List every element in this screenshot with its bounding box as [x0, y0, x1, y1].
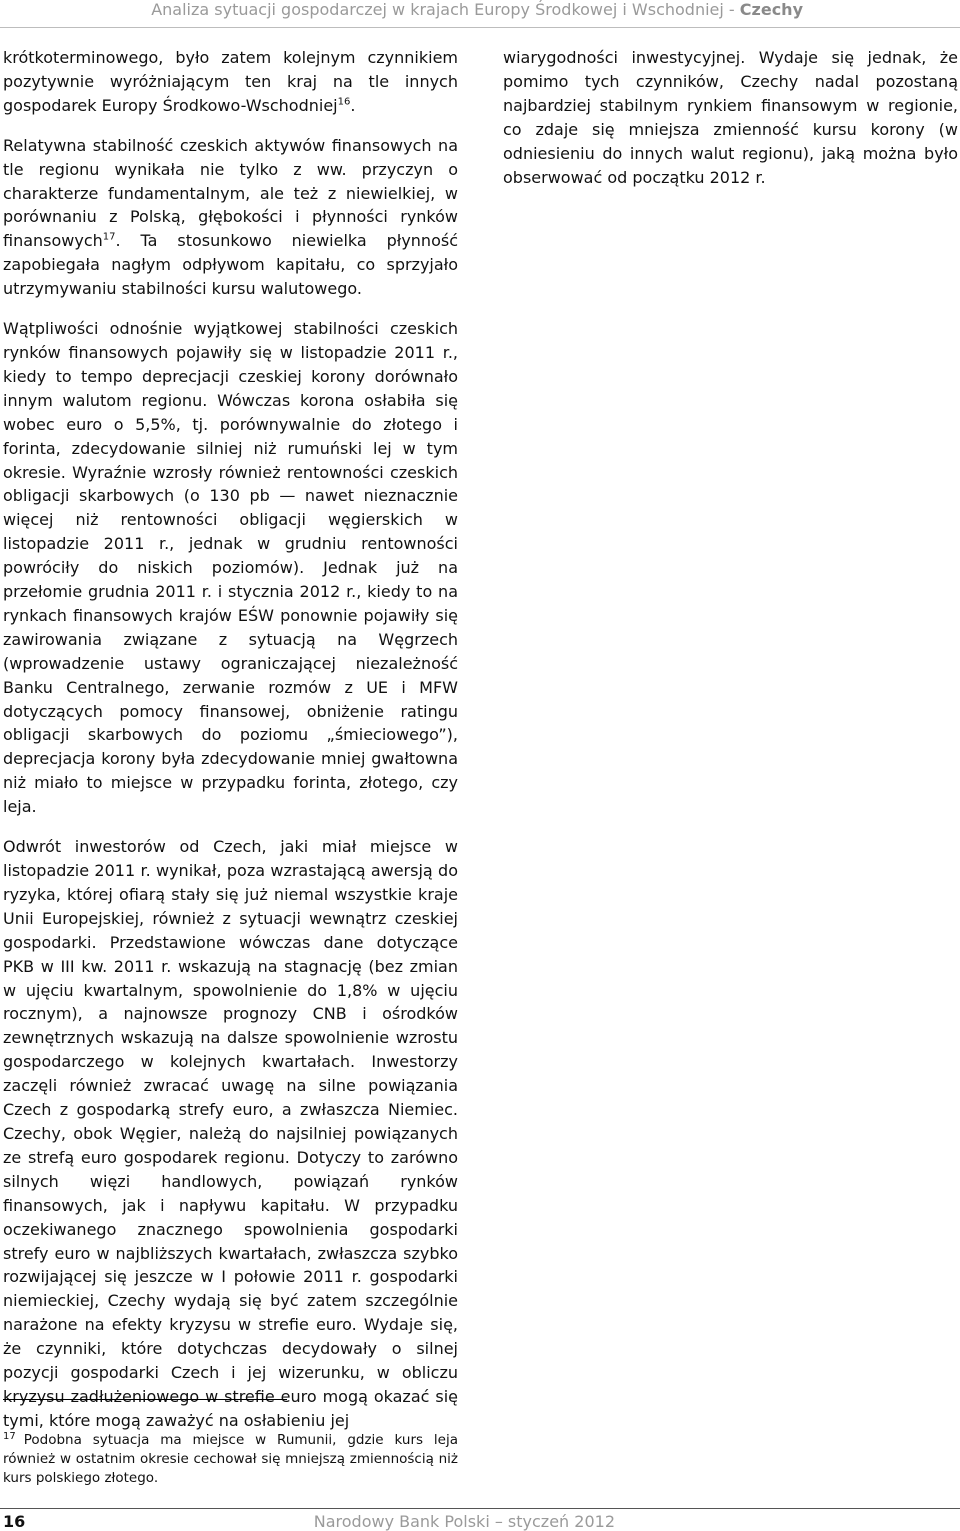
paragraph-1-end: .: [350, 95, 356, 115]
right-column: [503, 46, 958, 205]
paragraph-2-text-b: . Ta stosunkowo niewielka płynność zapobiegała nagłym odpływom kapitału, co sprzyjało utrzymywaniu stabilności kursu walutowego.: [3, 231, 458, 299]
paragraph-4: Odwrót inwestorów od Czech, jaki miał miejsce w listopadzie 2011 r. wynikał, poza wzrastającą awersją do ryzyka, której ofiarą stały się już niemal wszystkie kraje Unii Europejskiej, również z sytuacji wewnątrz czeskiej gospodarki. Przedstawione wówczas dane dotyczące PKB w III kw. 2011 r. wskazują na stagnację (bez zmian w ujęciu kwartalnym, spowolnienie do 1,8% w ujęciu rocznym), a najnowsze prognozy CNB i ośrodków zewnętrznych wskazują na dalsze spowolnienie wzrostu gospodarczego w kolejnych kwartałach. Inwestorzy zaczęli również zwracać uwagę na silne powiązania Czech z gospodarką strefy euro, a zwłaszcza Niemiec. Czechy, obok Węgier, należą do najsilniej powiązanych ze strefą euro gospodarek regionu. Dotyczy to zarówno silnych więzi handlowych, powiązań rynków finansowych, jak i napływu kapitału. W przypadku oczekiwanego znacznego spowolnienia gospodarki strefy euro w najbliższych kwartałach, zwłaszcza szybko rozwijającej się jeszcze w I połowie 2011 r. gospodarki niemieckiej, Czechy wydają się być zatem szczególnie narażone na efekty kryzysu w strefie euro. Wydaje się, że czynniki, które dotychczas decydowały o silnej pozycji gospodarki Czech i jej wizerunku, w obliczu kryzysu zadłużeniowego w strefie euro mogą okazać się tymi, które mogą zaważyć na osłabieniu jej: [3, 837, 458, 1430]
page-number: 16: [3, 1512, 26, 1531]
paragraph-1: [3, 46, 458, 118]
footer-divider: [0, 1508, 960, 1509]
footnote-text: Podobna sytuacja ma miejsce w Rumunii, gdzie kurs leja również w ostatnim okresie cechował się mniejszą zmiennością niż kurs polskiego złotego.: [3, 1432, 458, 1486]
footnote-ref-17: 17: [102, 232, 116, 244]
footnote-ref-16: 16: [337, 96, 351, 108]
footnote-number: 17: [3, 1430, 16, 1442]
footnote-divider: [3, 1399, 287, 1400]
left-column: [3, 46, 458, 1449]
footer-publisher: Narodowy Bank Polski – styczeń 2012: [313, 1512, 615, 1531]
paragraph-2-text-a: Relatywna stabilność czeskich aktywów finansowych na tle regionu wynikała nie tylko z ww. przyczyn o charakterze fundamentalnym, ale też z niewielkiej, w porównaniu z Polską, głębokości i płynności rynków finansowych: [3, 135, 458, 251]
paragraph-1-text: krótkoterminowego, było zatem kolejnym czynnikiem pozytywnie wyróżniającym ten kraj na tle innych gospodarek Europy Środkowo-Wschodniej: [3, 48, 458, 115]
paragraph-5: wiarygodności inwestycyjnej. Wydaje się jednak, że pomimo tych czynników, Czechy nadal pozostaną najbardziej stabilnym rynkiem finansowym w regionie, co zdaje się mniejsza zmienność kursu korony (w odniesieniu do innych walut regionu), jaką można było obserwować od początku 2012 r.: [503, 48, 958, 187]
running-header: [151, 0, 803, 19]
footnote-17: [3, 1431, 458, 1488]
header-divider: [0, 27, 960, 28]
paragraph-2: [3, 134, 458, 301]
paragraph-3: Wątpliwości odnośnie wyjątkowej stabilności czeskich rynków finansowych pojawiły się w listopadzie 2011 r., kiedy to tempo deprecjacji czeskiej korony dorównało innym walutom regionu. Wówczas korona osłabiła się wobec euro o 5,5%, tj. porównywalnie do złotego i forinta, zdecydowanie silniej niż rumuński lej w tym okresie. Wyraźnie wzrosły również rentowności czeskich obligacji skarbowych (o 130 pb — nawet nieznacznie więcej niż rentowności obligacji węgierskich w listopadzie 2011 r., jednak w grudniu rentowności powróciły do niskich poziomów). Jednak już na przełomie grudnia 2011 r. i stycznia 2012 r., kiedy to na rynkach finansowych krajów EŚW ponownie pojawiły się zawirowania związane z sytuacją na Węgrzech (wprowadzenie ustawy ograniczającej niezależność Banku Centralnego, zerwanie rozmów z UE i MFW dotyczących pomocy finansowej, obniżenie ratingu obligacji skarbowych do poziomu „śmieciowego”), deprecjacja korony była zdecydowanie mniej gwałtowna niż miało to miejsce w przypadku forinta, złotego, czy leja.: [3, 319, 458, 817]
header-title: Analiza sytuacji gospodarczej w krajach Europy Środkowej i Wschodniej -: [151, 0, 740, 19]
header-country: Czechy: [739, 0, 803, 19]
